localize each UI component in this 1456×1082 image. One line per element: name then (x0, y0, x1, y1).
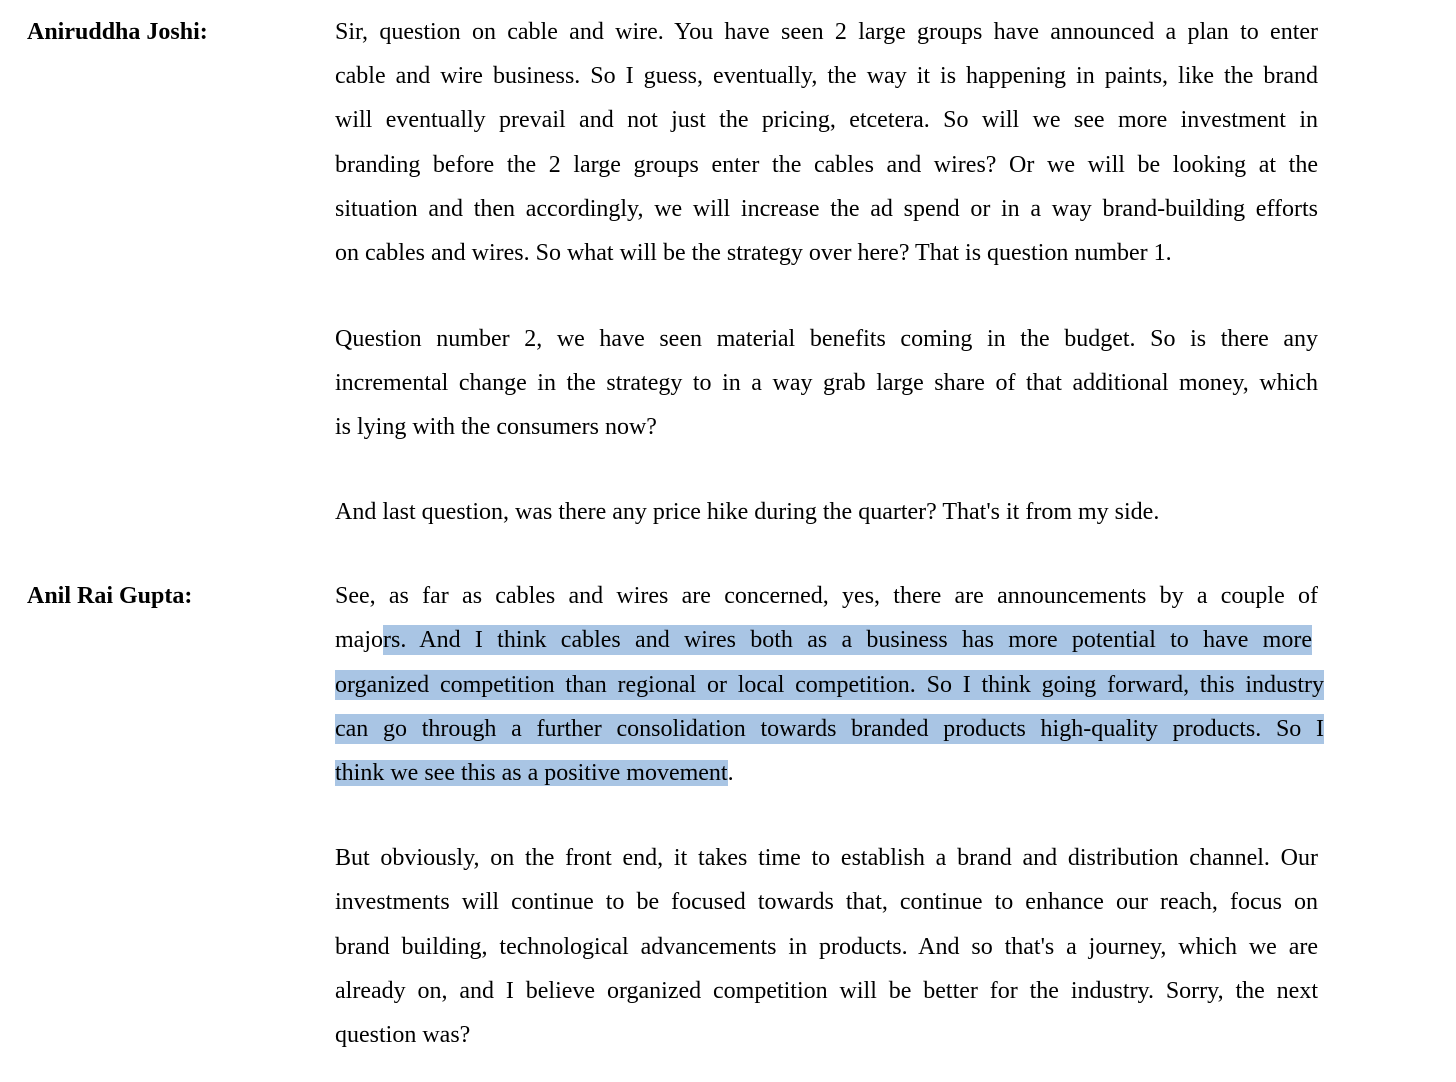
text-line (335, 670, 1324, 700)
text-line: See, as far as cables and wires are concerned, yes, there are announcements by a couple of (335, 583, 1318, 609)
text-line: is lying with the consumers now? (335, 414, 657, 440)
text-line: branding before the 2 large groups enter the cables and wires? Or we will be looking at the (335, 152, 1318, 178)
text-line (335, 758, 1318, 788)
text-line: brand building, technological advancements in products. And so that's a journey, which we are (335, 934, 1318, 960)
selected-text[interactable]: think we see this as a positive movement (335, 760, 728, 786)
text-line (335, 625, 1324, 655)
selected-text[interactable]: can go through a further consolidation towards branded products high-quality products. So I (335, 716, 1324, 742)
selected-text[interactable]: rs. And I think cables and wires both as a business has more potential to have more (383, 627, 1312, 653)
text-span: . (727, 760, 734, 786)
text-line: incremental change in the strategy to in a way grab large share of that additional money, which (335, 370, 1318, 396)
text-line: on cables and wires. So what will be the strategy over here? That is question number 1. (335, 240, 1172, 266)
selected-text[interactable]: organized competition than regional or local competition. So I think going forward, this industry (335, 672, 1324, 698)
text-line: situation and then accordingly, we will increase the ad spend or in a way brand-building efforts (335, 196, 1318, 222)
speaker-name: Aniruddha Joshi: (27, 19, 208, 45)
text-line: Sir, question on cable and wire. You have seen 2 large groups have announced a plan to enter (335, 19, 1318, 45)
text-line: will eventually prevail and not just the pricing, etcetera. So will we see more investment in (335, 107, 1318, 133)
text-line: But obviously, on the front end, it takes time to establish a brand and distribution channel. Our (335, 845, 1318, 871)
text-line: cable and wire business. So I guess, eventually, the way it is happening in paints, like the brand (335, 63, 1318, 89)
text-line: investments will continue to be focused towards that, continue to enhance our reach, focus on (335, 889, 1318, 915)
text-line (335, 714, 1324, 744)
text-span: majo (335, 627, 383, 653)
speaker-name: Anil Rai Gupta: (27, 583, 193, 609)
text-line: question was? (335, 1022, 471, 1048)
text-line: Question number 2, we have seen material benefits coming in the budget. So is there any (335, 326, 1318, 352)
text-line: already on, and I believe organized competition will be better for the industry. Sorry, the next (335, 978, 1318, 1004)
text-line: And last question, was there any price hike during the quarter? That's it from my side. (335, 499, 1160, 525)
